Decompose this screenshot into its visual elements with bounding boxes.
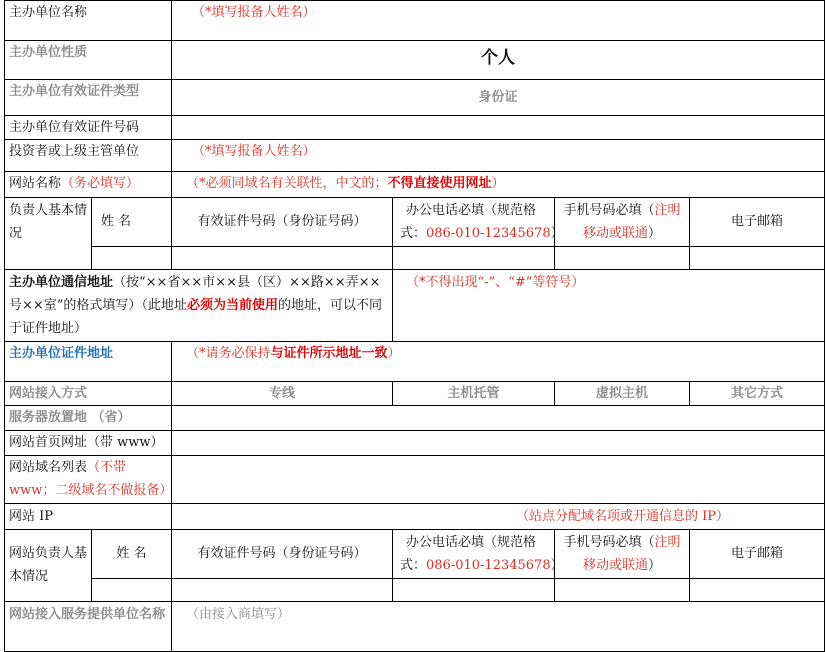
cert-address-input[interactable]: （*请务必保持与证件所示地址一致） bbox=[186, 346, 401, 361]
site-owner-col-office: 办公电话必填（规范格 式：086-010-12345678） bbox=[400, 535, 564, 573]
id-type-value[interactable]: 身份证 bbox=[478, 90, 518, 105]
owner-col-mobile: 手机号码必填（注明 移动或联通） bbox=[563, 203, 681, 241]
domains-input[interactable] bbox=[172, 456, 824, 503]
access-option-virtual[interactable]: 虚拟主机 bbox=[595, 386, 648, 401]
site-owner-col-id: 有效证件号码（身份证号码） bbox=[197, 546, 367, 561]
address-label: 主办单位通信地址（按“××省××市××县（区）××路××弄××号××室”的格式填写）（此地址必须为当前使用的地址，可以不同于证件地址） bbox=[9, 275, 382, 336]
domains-label: 网站域名列表（不带 www；二级域名不做报备） bbox=[9, 460, 173, 498]
address-input[interactable]: （*不得出现“-”、“#”等符号） bbox=[406, 275, 585, 290]
ip-label: 网站 IP bbox=[9, 509, 54, 524]
id-type-label: 主办单位有效证件类型 bbox=[9, 84, 140, 99]
owner-col-id: 有效证件号码（身份证号码） bbox=[197, 214, 367, 229]
site-owner-name-input[interactable] bbox=[92, 579, 171, 601]
cert-address-label: 主办单位证件地址 bbox=[9, 346, 114, 361]
id-number-input[interactable] bbox=[172, 116, 824, 139]
site-owner-col-email: 电子邮箱 bbox=[730, 546, 783, 561]
owner-label: 负责人基本情况 bbox=[9, 203, 88, 241]
sponsor-type-label: 主办单位性质 bbox=[9, 45, 88, 60]
server-location-label: 服务器放置地 （省） bbox=[9, 410, 131, 425]
ip-input[interactable]: （站点分配域名项或开通信息的 IP） bbox=[516, 509, 730, 524]
owner-mobile-input[interactable] bbox=[555, 247, 689, 269]
homepage-input[interactable] bbox=[172, 431, 824, 455]
site-name-label: 网站名称（务必填写） bbox=[9, 176, 140, 191]
owner-col-email: 电子邮箱 bbox=[730, 214, 783, 229]
owner-email-input[interactable] bbox=[690, 247, 824, 269]
investor-label: 投资者或上级主管单位 bbox=[9, 144, 140, 159]
access-label: 网站接入方式 bbox=[9, 386, 88, 401]
investor-input[interactable]: （*填写报备人姓名） bbox=[192, 144, 316, 159]
owner-name-input[interactable] bbox=[92, 247, 171, 269]
sponsor-name-label: 主办单位名称 bbox=[9, 5, 88, 20]
owner-office-input[interactable] bbox=[393, 247, 554, 269]
access-option-dedicated[interactable]: 专线 bbox=[268, 386, 295, 401]
site-owner-id-input[interactable] bbox=[172, 579, 392, 601]
access-option-hosting[interactable]: 主机托管 bbox=[447, 386, 500, 401]
site-owner-label: 网站负责人基本情况 bbox=[9, 546, 88, 584]
id-number-label: 主办单位有效证件号码 bbox=[9, 120, 140, 135]
provider-input[interactable]: （由接入商填写） bbox=[186, 607, 291, 622]
site-owner-office-input[interactable] bbox=[393, 579, 554, 601]
owner-col-name: 姓 名 bbox=[100, 214, 132, 229]
sponsor-name-input[interactable]: （*填写报备人姓名） bbox=[192, 5, 316, 20]
owner-col-office: 办公电话必填（规范格 式：086-010-12345678） bbox=[400, 203, 564, 241]
sponsor-type-value[interactable]: 个人 bbox=[481, 48, 515, 68]
site-owner-col-name: 姓 名 bbox=[116, 546, 147, 561]
homepage-label: 网站首页网址（带 www） bbox=[9, 435, 164, 450]
site-owner-email-input[interactable] bbox=[690, 579, 824, 601]
server-location-input[interactable] bbox=[172, 406, 824, 430]
site-owner-mobile-input[interactable] bbox=[555, 579, 689, 601]
provider-label: 网站接入服务提供单位名称 bbox=[9, 607, 166, 622]
access-option-other[interactable]: 其它方式 bbox=[730, 386, 783, 401]
site-name-input[interactable]: （*必须同域名有关联性，中文的；不得直接使用网址） bbox=[186, 176, 505, 191]
owner-id-input[interactable] bbox=[172, 247, 392, 269]
site-owner-col-mobile: 手机号码必填（注明 移动或联通） bbox=[563, 535, 681, 573]
